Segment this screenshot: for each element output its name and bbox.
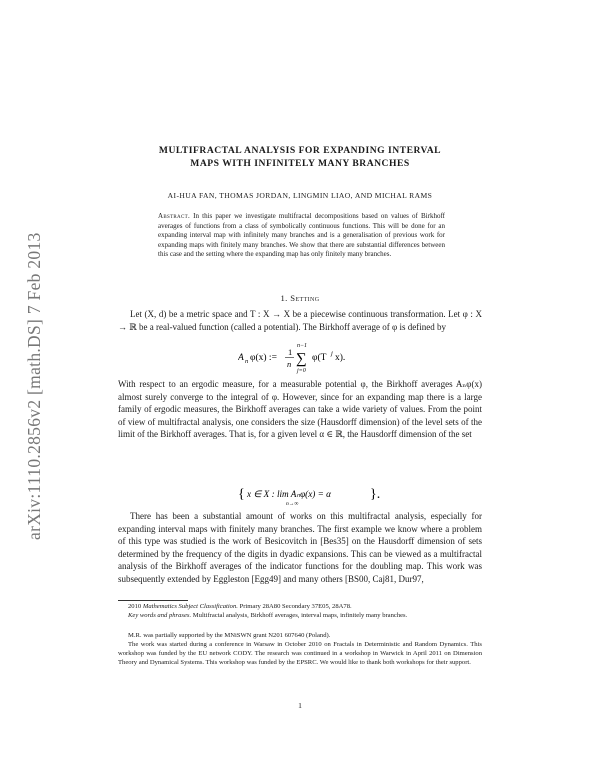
- eq2-text: x ∈ X : lim Aₙφ(x) = α: [247, 489, 331, 499]
- eq1-frac-den: n: [287, 359, 292, 369]
- abstract-lead: Abstract.: [158, 212, 191, 220]
- abstract-text: In this paper we investigate multifractal decompositions based on values of Birkhoff averages of functions from a class of symbolically continuous functions. This will be done for an expanding interval map with infinitely many branches and is a generalisation of previous work for expanding maps with finitely many branches. We show that there are substantial differences between this case and the setting where the expanding map has only finitely many branches.: [158, 212, 446, 259]
- eq2-right-brace: }.: [370, 487, 381, 502]
- eq1-sum-top: n−1: [297, 343, 308, 349]
- paragraph-2: With respect to an ergodic measure, for a measurable potential φ, the Birkhoff averages Aₙφ(x) almost surely converge to the integral of φ. However, since for an expanding map there is a large family of ergodic measures, the Birkhoff averages can take a wide variety of values. From the point of view of multifractal analysis, one considers the size (Hausdorff dimension) of the level sets of the limit of the Birkhoff averages. That is, for a given level α ∈ ℝ, the Hausdorff dimension of the set: [118, 379, 482, 440]
- eq1-sigma: ∑: [296, 351, 307, 367]
- footnote-rule: [118, 600, 188, 601]
- section-title: Setting: [290, 293, 320, 303]
- eq1-body-end: x).: [335, 353, 346, 363]
- footnote-msc-label: Mathematics Subject Classification.: [142, 603, 238, 610]
- footnote-grant: M.R. was partially supported by the MNiSWN grant N201 607640 (Poland).: [128, 632, 331, 639]
- footnote-keywords-text: Multifractal analysis, Birkhoff averages, interval maps, infinitely many branches.: [192, 612, 408, 619]
- footnote-keywords-label: Key words and phrases.: [128, 612, 192, 619]
- footnote-msc: [118, 603, 482, 612]
- arxiv-stamp: arXiv:1110.2856v2 [math.DS] 7 Feb 2013: [24, 232, 44, 540]
- abstract: [158, 212, 445, 260]
- eq1-sum-bottom: j=0: [297, 368, 306, 374]
- section-number: 1.: [280, 293, 288, 303]
- paper-title: [118, 144, 482, 170]
- paragraph-1: Let (X, d) be a metric space and T : X → X be a piecewise continuous transformation. Let φ : X → ℝ be a real-valued function (called a potential). The Birkhoff average of φ is defined by: [118, 309, 482, 332]
- birkhoff-average-equation: [238, 339, 398, 375]
- eq1-body: φ(T: [312, 353, 327, 363]
- eq1-body-sup: j: [331, 350, 333, 357]
- eq1-frac-num: 1: [288, 347, 293, 357]
- eq2-lim-sub: n→∞: [286, 501, 299, 507]
- paragraph-3: There has been a substantial amount of works on this multifractal analysis, especially for expanding interval maps with finitely many branches. The first example we know where a problem of this type was studied is the work of Besicovitch in [Bes35] on the Hausdorff dimension of sets determined by the frequency of the digits in dyadic expansions. This can be viewed as a multifractal analysis of the Birkhoff averages of the indicator functions for the doubling map. This work was subsequently extended by Eggleston [Egg49] and many others [BS00, Caj81, Dur97,: [118, 511, 482, 584]
- footnote-acknowledgement: The work was started during a conference in Warsaw in October 2010 on Fractals in Deterministic and Random Dynamics. This workshop was funded by the EU network CODY. The research was continued in a workshop in Warwick in April 2011 on Dimension Theory and Dynamical Systems. This workshop was funded by the EPSRC. We would like to thank both workshops for their support.: [118, 641, 482, 666]
- title-line-1: MULTIFRACTAL ANALYSIS FOR EXPANDING INTERVAL: [158, 145, 442, 156]
- eq1-lhs-arg: φ(x) :=: [250, 353, 277, 363]
- eq1-lhs-sub: n: [245, 358, 249, 365]
- footnote-msc-year: 2010: [128, 603, 142, 610]
- page-number: 1: [298, 701, 302, 710]
- eq1-lhs: A: [238, 353, 244, 363]
- title-line-2: MAPS WITH INFINITELY MANY BRANCHES: [190, 158, 410, 169]
- level-set-equation: [238, 485, 388, 507]
- footnote-keywords: [118, 612, 482, 621]
- section-heading: [118, 293, 482, 303]
- author-list: AI-HUA FAN, THOMAS JORDAN, LINGMIN LIAO, AND MICHAL RAMS: [167, 191, 433, 200]
- eq2-left-brace: {: [238, 487, 245, 502]
- footnote-msc-text: Primary 28A80 Secondary 37E05, 28A78.: [239, 603, 352, 610]
